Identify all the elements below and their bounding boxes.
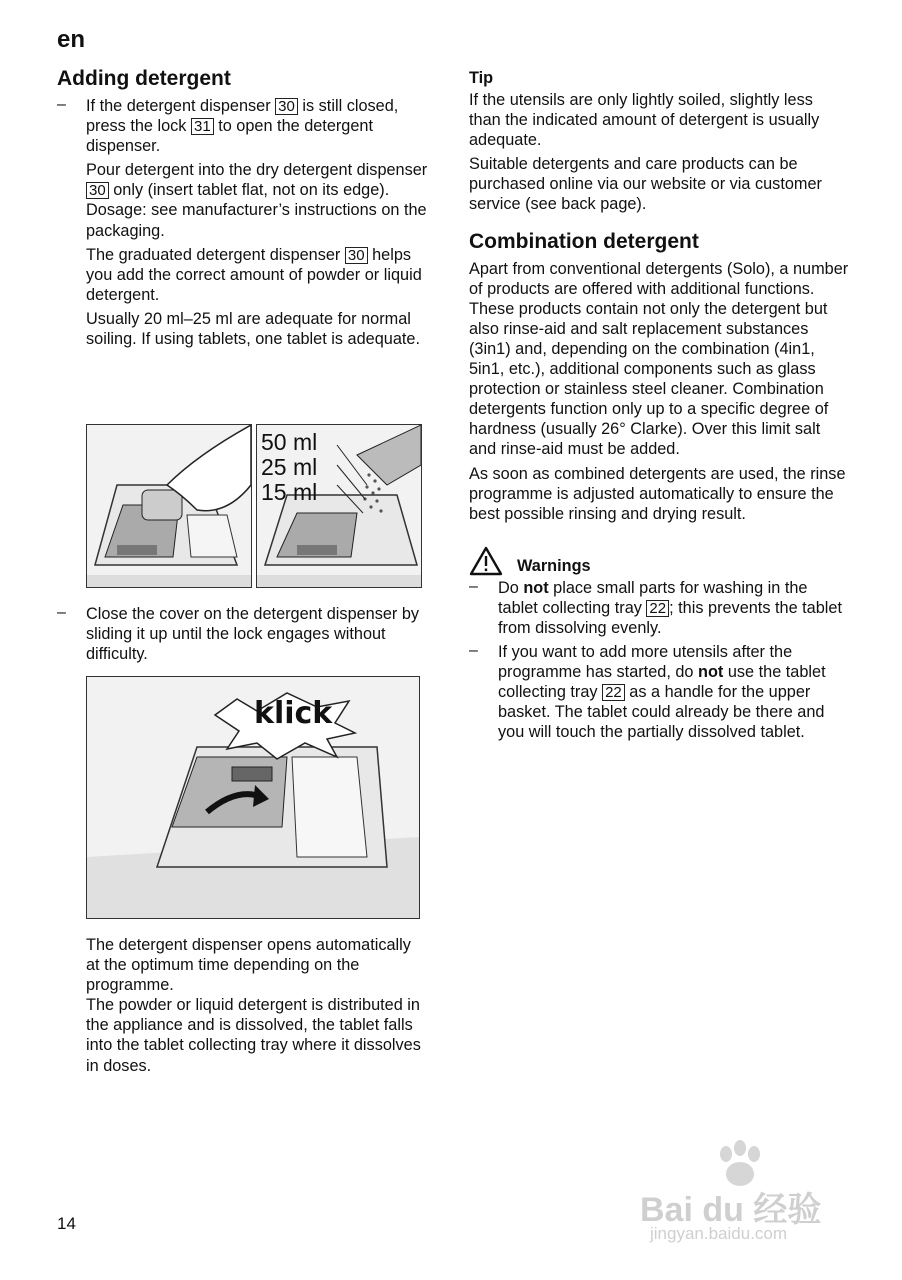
list-item-close-cover xyxy=(57,604,429,664)
figure-dosing xyxy=(86,424,420,588)
paragraph: If you want to add more utensils after the programme has started, do not use the tablet collecting tray 22 as a handle for the upper basket. The tablet could already be there and you will touch the partially dissolved tablet. xyxy=(498,643,826,742)
heading-adding-detergent: Adding detergent xyxy=(57,67,231,90)
klick-label: klick xyxy=(254,696,333,731)
ref-30: 30 xyxy=(275,98,298,115)
figure-close-cover xyxy=(86,676,420,919)
paragraph: Usually 20 ml–25 ml are adequate for normal soiling. If using tablets, one tablet is adequate. xyxy=(86,309,420,349)
paragraph: Dosage: see manufacturer’s instructions on the packaging. xyxy=(86,201,427,240)
list-dash: – xyxy=(57,96,66,113)
list-dash: – xyxy=(469,577,478,595)
dispenser-explanation xyxy=(57,935,429,1076)
dose-label-15: 15 ml xyxy=(261,479,318,505)
right-column xyxy=(469,68,849,743)
warnings-heading: Warnings xyxy=(517,556,591,575)
warning-icon xyxy=(469,546,503,576)
watermark-url: jingyan.baidu.com xyxy=(650,1224,788,1243)
paragraph: Apart from conventional detergents (Solo), a number of products are offered with additional functions. These products contain not only the detergent but also rinse-aid and salt replacement substances (3in1) and, depending on the combination (4in1, 5in1, etc.), additional components such as glass protection or stainless steel cleaner. Combination detergents function only up to a specific degree of hardness (usually 26° Clarke). Over this limit salt and rinse-aid must be added. xyxy=(469,259,849,459)
ref-30: 30 xyxy=(345,247,368,264)
paragraph: Pour detergent into the dry detergent dispenser 30 only (insert tablet flat, not on its edge). xyxy=(86,161,428,200)
warning-item xyxy=(469,578,849,638)
list-item xyxy=(57,96,429,349)
watermark-brand: Bai du 经验 xyxy=(640,1191,822,1229)
paragraph: The graduated detergent dispenser 30 helps you add the correct amount of powder or liquid detergent. xyxy=(86,245,422,304)
tablet-insert-illustration xyxy=(87,425,251,587)
warning-item xyxy=(469,642,849,742)
ref-22: 22 xyxy=(646,600,669,617)
paragraph: The powder or liquid detergent is distributed in the appliance and is dissolved, the tablet falls into the tablet collecting tray where it dissolves in doses. xyxy=(86,996,421,1075)
paragraph: Do not place small parts for washing in the tablet collecting tray 22 ; this prevents the tablet from dissolving evenly. xyxy=(498,578,842,637)
tip-heading: Tip xyxy=(469,69,494,87)
figure-panel-klick xyxy=(86,676,420,919)
left-column xyxy=(57,66,429,349)
paragraph: Close the cover on the detergent dispenser by sliding it up until the lock engages without difficulty. xyxy=(86,605,420,664)
ref-31: 31 xyxy=(191,118,214,135)
watermark xyxy=(640,1140,850,1250)
paragraph: If the utensils are only lightly soiled, slightly less than the indicated amount of detergent is usually adequate. xyxy=(469,91,820,150)
ref-30: 30 xyxy=(86,182,109,199)
figure-panel-tablet xyxy=(86,424,252,588)
list-dash: – xyxy=(57,604,66,621)
list-dash: – xyxy=(469,642,478,660)
ref-22: 22 xyxy=(602,684,625,701)
paragraph: Suitable detergents and care products can be purchased online via our website or via customer service (see back page). xyxy=(469,155,822,214)
dose-label-25: 25 ml xyxy=(261,454,318,480)
warnings-header xyxy=(469,546,849,576)
close-cover-illustration xyxy=(87,677,419,918)
dose-label-50: 50 ml xyxy=(261,429,318,455)
paragraph: If the detergent dispenser 30 is still closed, press the lock 31 to open the detergent dispenser. xyxy=(86,97,399,156)
paragraph: As soon as combined detergents are used, the rinse programme is adjusted automatically to ensure the best possible rinsing and drying result. xyxy=(469,464,846,523)
paragraph: The detergent dispenser opens automatically at the optimum time depending on the programme. xyxy=(86,936,411,995)
language-code: en xyxy=(57,26,86,53)
page-number: 14 xyxy=(57,1214,76,1233)
heading-combination-detergent: Combination detergent xyxy=(469,229,699,253)
